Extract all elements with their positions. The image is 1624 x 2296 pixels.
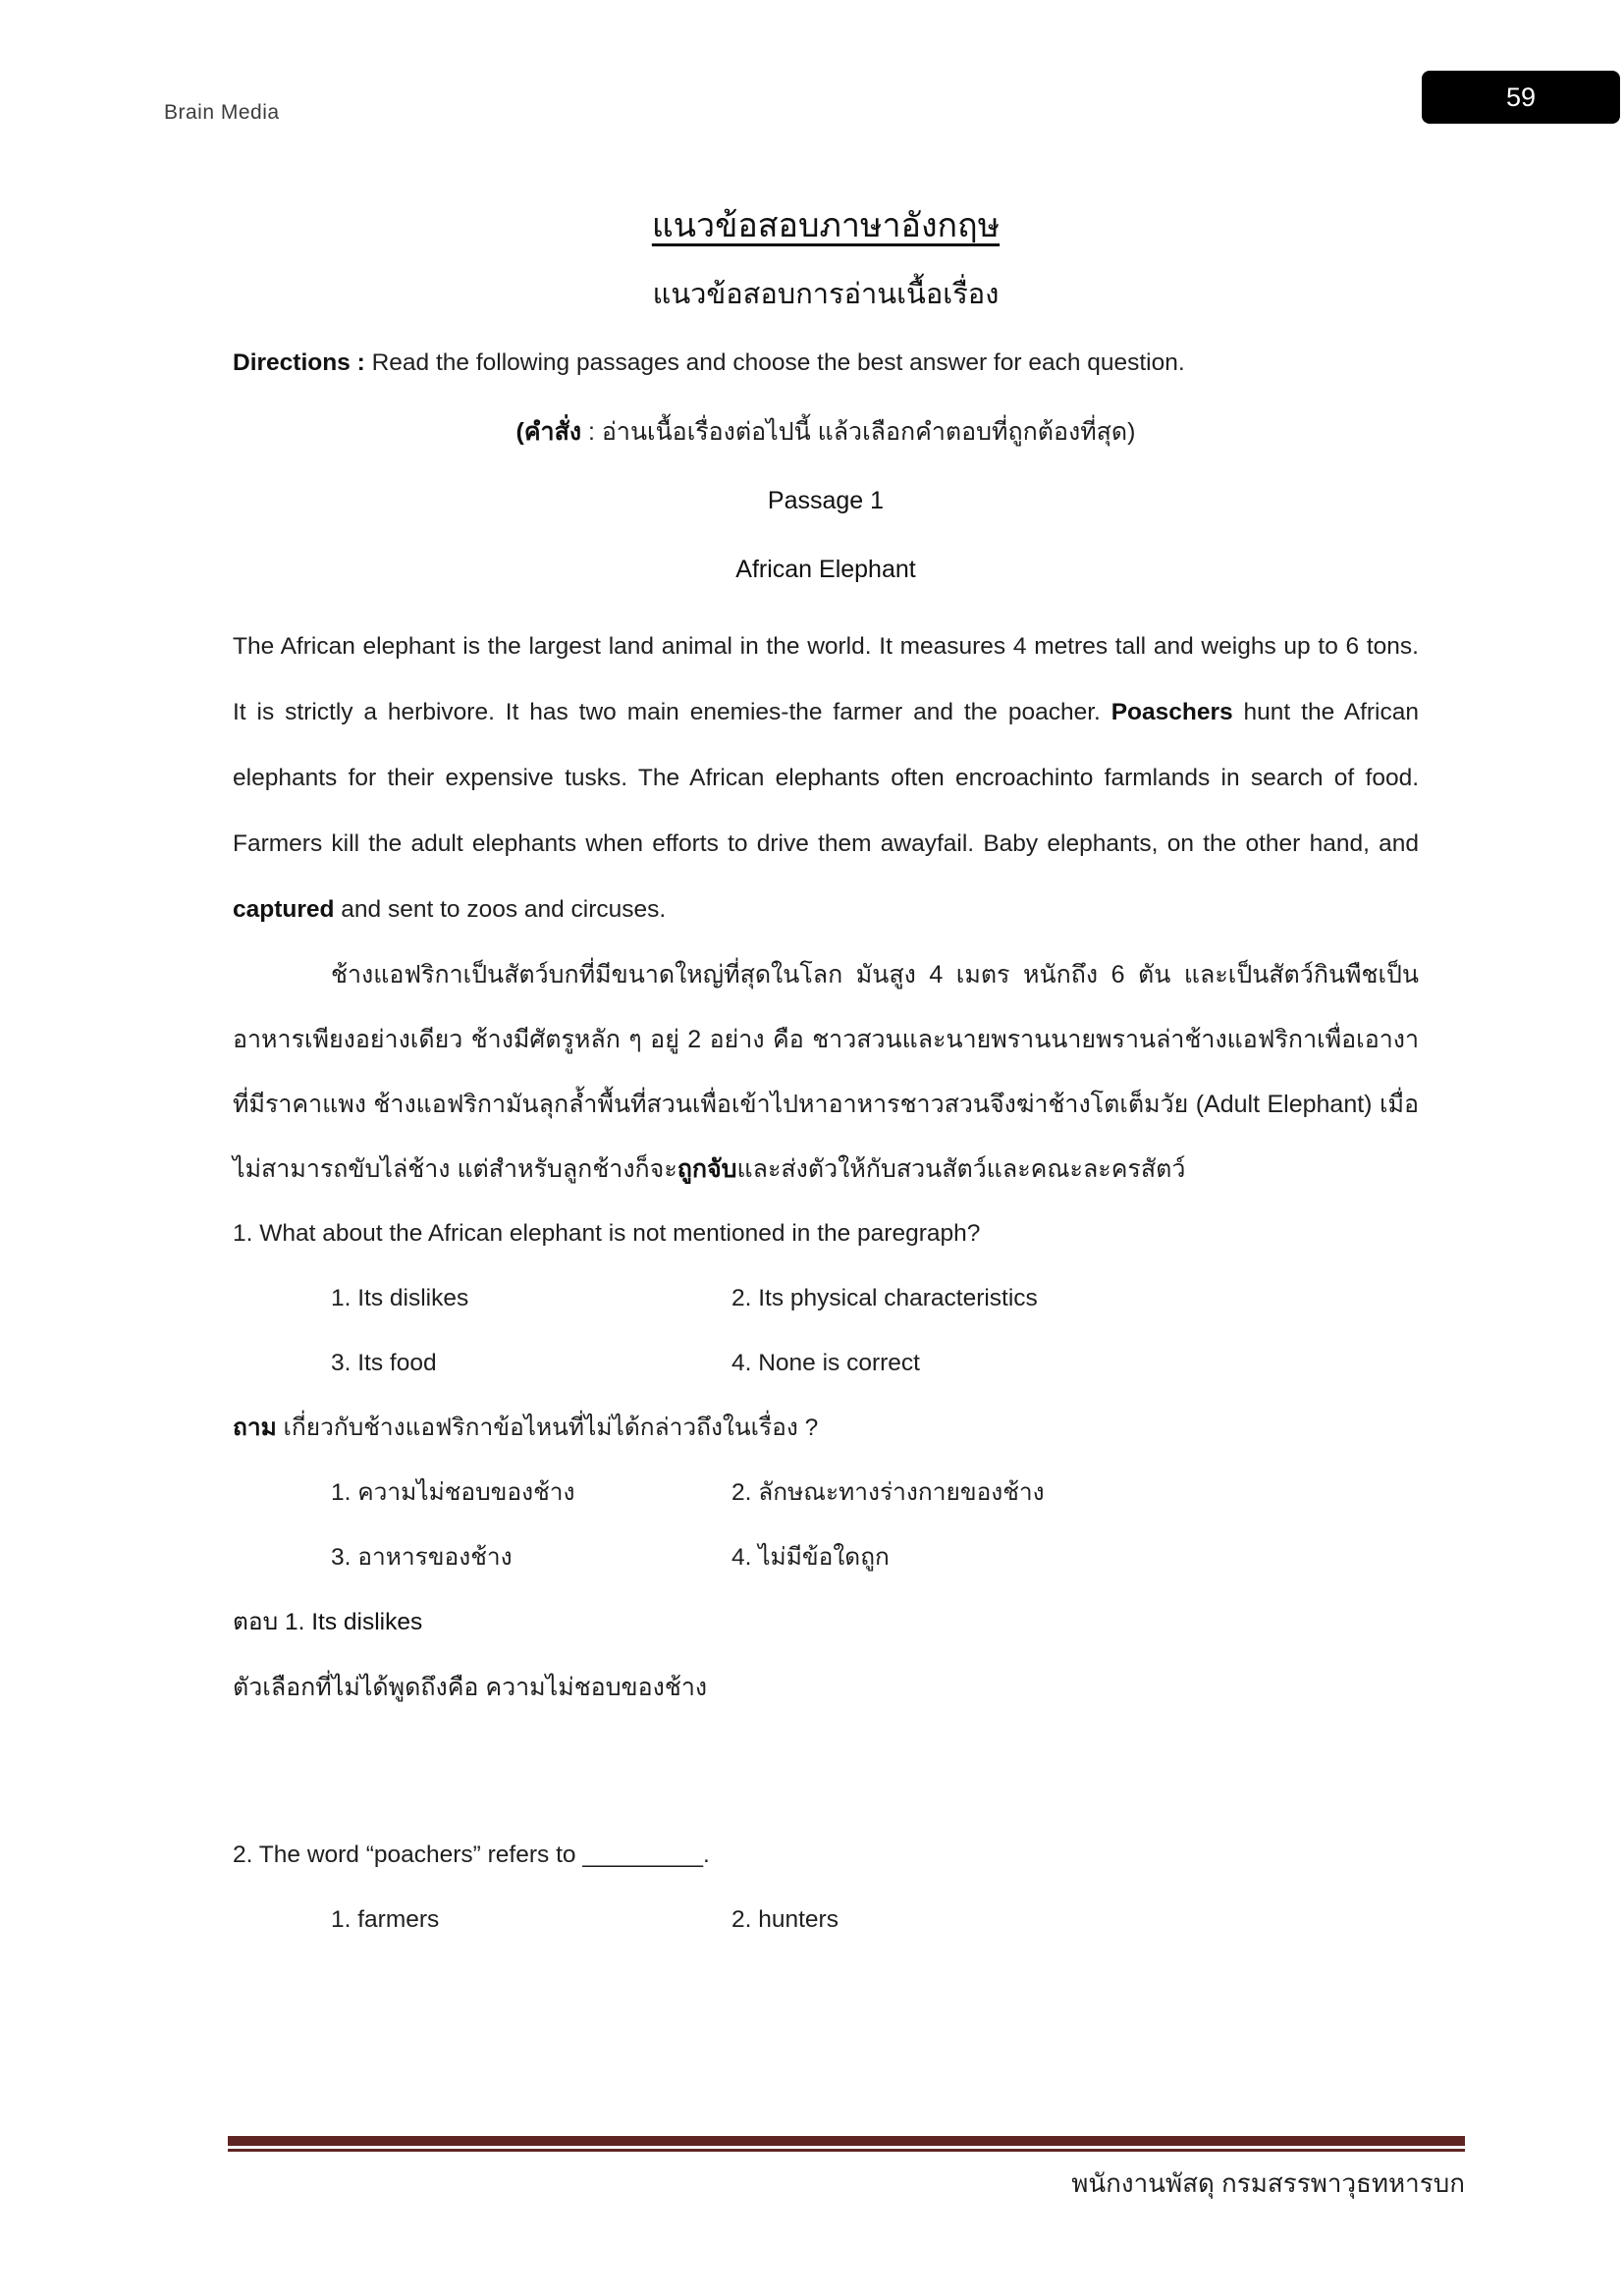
answer-1-explanation: ตัวเลือกที่ไม่ได้พูดถึงคือ ความไม่ชอบของช้าง — [233, 1674, 708, 1701]
document-content — [233, 0, 1419, 1952]
english-bold-captured: captured — [233, 896, 335, 923]
question-1-option-4: 4. None is correct — [731, 1350, 920, 1376]
question-1-options-row-2 — [233, 1331, 1419, 1396]
page-number-badge — [1422, 71, 1620, 124]
question-1-thai-option-2: 2. ลักษณะทางร่างกายของช้าง — [731, 1479, 1045, 1506]
english-segment-1: The African elephant is the largest land animal in the world. It measures 4 metres tall and weighs up to 6 tons. It is strictly a herbivore. It has two main enemies-the farmer and the poacher. — [233, 633, 1419, 725]
english-bold-poaschers: Poaschers — [1110, 699, 1233, 725]
document-subtitle: แนวข้อสอบการอ่านเนื้อเรื่อง — [652, 279, 1000, 310]
question-2-options-row-1 — [233, 1888, 1419, 1952]
page-number: 59 — [1505, 81, 1537, 112]
question-2-option-1: 1. farmers — [331, 1906, 440, 1933]
question-1-thai-option-3: 3. อาหารของช้าง — [331, 1544, 513, 1571]
question-2-option-2: 2. hunters — [731, 1906, 839, 1933]
question-1: 1. What about the African elephant is not mentioned in the paregraph? — [233, 1220, 981, 1247]
question-1-thai-option-1: 1. ความไม่ชอบของช้าง — [331, 1479, 575, 1506]
passage-label: Passage 1 — [767, 487, 885, 514]
question-1-thai-options-row-1 — [233, 1461, 1419, 1525]
question-1-thai-text: เกี่ยวกับช้างแอฟริกาข้อไหนที่ไม่ได้กล่าวถึงในเรื่อง ? — [276, 1415, 819, 1441]
thai-instruction-line — [233, 398, 1419, 466]
thai-segment-1: ช้างแอฟริกาเป็นสัตว์บกที่มีขนาดใหญ่ที่สุดในโลก มันสูง 4 เมตร หนักถึง 6 ตัน และเป็นสัตว์กินพืชเป็นอาหารเพียงอย่างเดียว ช้างมีศัตรูหลัก ๆ อยู่ 2 อย่าง คือ ชาวสวนและนายพรานนายพรานล่าช้างแอฟริกาเพื่อเอางาที่มีราคาแพง ช้างแอฟริกามันลุกล้ำพื้นที่สวนเพื่อเข้าไปหาอาหารชาวสวนจึงฆ่าช้างโตเต็มวัย (Adult Elephant) เมื่อไม่สามารถขับไล่ช้าง แต่สำหรับลูกช้างก็จะ — [233, 961, 1419, 1183]
footer-rule-thin — [228, 2149, 1465, 2152]
directions-line — [233, 329, 1419, 398]
question-1-options-row-1 — [233, 1266, 1419, 1331]
question-1-thai-option-4: 4. ไม่มีข้อใดถูก — [731, 1544, 890, 1571]
thai-bold-captured: ถูกจับ — [677, 1155, 737, 1183]
question-1-option-3: 3. Its food — [331, 1350, 437, 1376]
thai-segment-2: และส่งตัวให้กับสวนสัตว์และคณะละครสัตว์ — [736, 1155, 1186, 1183]
document-title: แนวข้อสอบภาษาอังกฤษ — [651, 207, 1001, 244]
english-segment-2: hunt the African elephants for their expensive tusks. The African elephants often encroachinto farmlands in search of food. Farmers kill the adult elephants when efforts to drive them awayfail. Baby elephants, on the other hand, and — [233, 699, 1419, 857]
thai-instruction-text: : อ่านเนื้อเรื่องต่อไปนี้ แล้วเลือกคำตอบที่ถูกต้องที่สุด) — [581, 418, 1136, 446]
passage-english-paragraph — [233, 614, 1419, 942]
passage-thai-paragraph — [233, 942, 1419, 1201]
question-1-thai-label: ถาม — [233, 1415, 277, 1441]
english-segment-3: and sent to zoos and circuses. — [334, 896, 667, 923]
answer-1: ตอบ 1. Its dislikes — [233, 1609, 423, 1635]
question-1-option-1: 1. Its dislikes — [331, 1285, 469, 1311]
footer-text: พนักงานพัสดุ กรมสรรพาวุธทหารบก — [1071, 2168, 1465, 2198]
thai-instruction-label: (คำสั่ง — [515, 418, 582, 446]
question-1-thai-options-row-2 — [233, 1525, 1419, 1590]
footer-rule-thick — [228, 2136, 1465, 2146]
directions-text: Read the following passages and choose the best answer for each question. — [364, 349, 1185, 376]
passage-title: African Elephant — [735, 556, 916, 583]
question-2: 2. The word “poachers” refers to _________. — [233, 1842, 710, 1868]
directions-label: Directions : — [233, 349, 365, 376]
brand-label: Brain Media — [164, 101, 280, 124]
question-1-thai — [233, 1396, 1419, 1461]
question-1-option-2: 2. Its physical characteristics — [731, 1285, 1038, 1311]
